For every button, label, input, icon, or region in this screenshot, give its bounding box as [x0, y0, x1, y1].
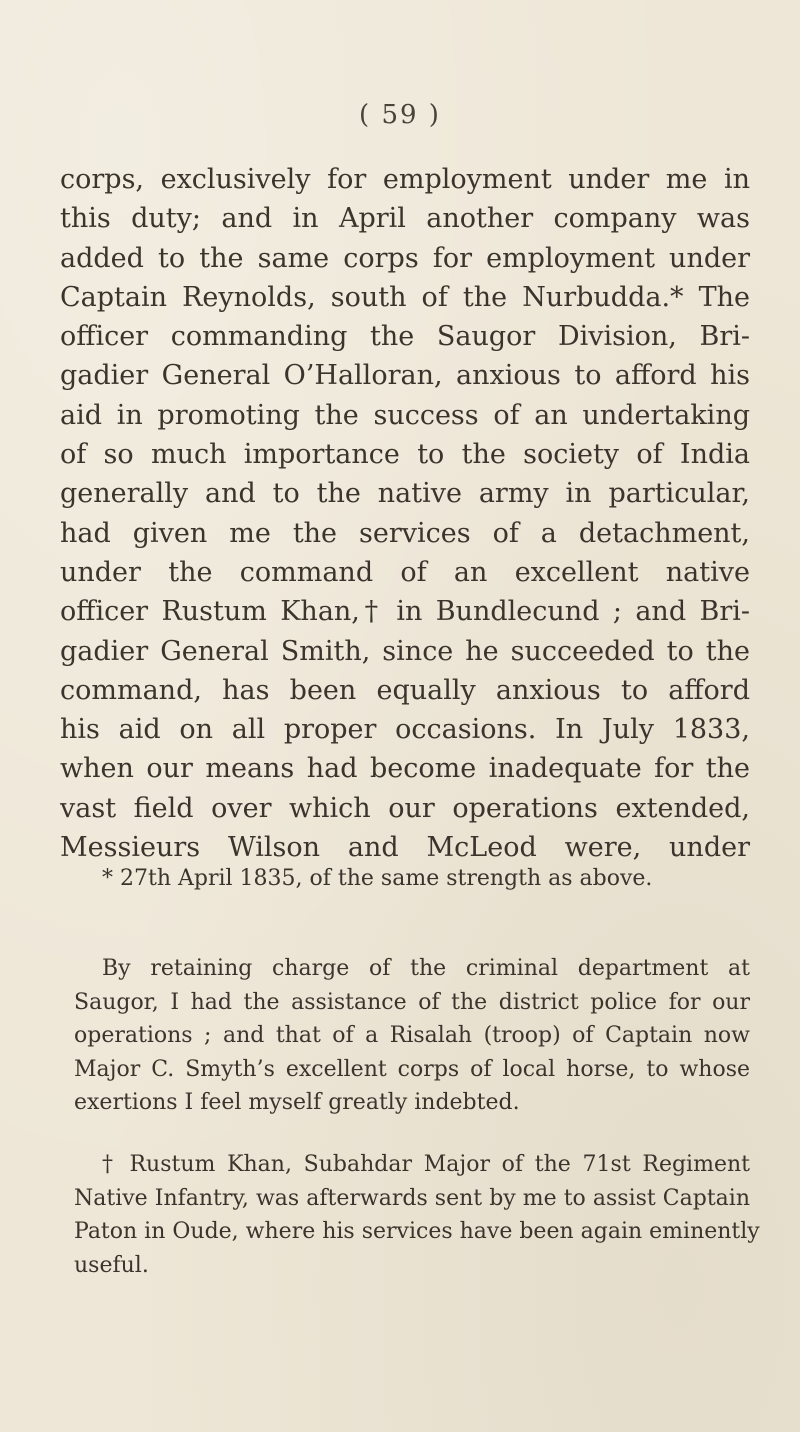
footnote-asterisk [74, 862, 750, 896]
footnote-line: By retaining charge of the criminal department at [102, 956, 750, 981]
text-line: had given me the services of a detachment, [60, 517, 750, 549]
text-line: command, has been equally anxious to afford [60, 674, 750, 706]
text-line: his aid on all proper occasions. In July 1833, [60, 714, 750, 746]
footnote-line: useful. [74, 1252, 149, 1278]
footnote-line: Paton in Oude, where his services have been again eminently [74, 1219, 760, 1244]
footnote-line: * 27th April 1835, of the same strength as above. [102, 866, 653, 891]
footnote-line: Major C. Smyth’s excellent corps of local horse, to whose [74, 1056, 750, 1082]
footnote-continuation [74, 952, 750, 1120]
footnote-line: Native Infantry, was afterwards sent by me to assist Captain [74, 1185, 750, 1211]
footnote-line: Saugor, I had the assistance of the district police for our [74, 989, 750, 1015]
text-line: officer Rustum Khan,† in Bundlecund ; and Bri- [60, 596, 750, 628]
page-number: ( 59 ) [359, 100, 441, 130]
footnote-line: exertions I feel myself greatly indebted. [74, 1090, 520, 1115]
text-line: aid in promoting the success of an undertaking [60, 399, 750, 431]
text-line: vast field over which our operations extended, [60, 792, 750, 824]
footnote-line: † Rustum Khan, Subahdar Major of the 71st Regiment [102, 1152, 750, 1177]
text-line: Messieurs Wilson and McLeod were, under [60, 832, 750, 864]
text-line: when our means had become inadequate for the [60, 753, 750, 785]
text-line: corps, exclusively for employment under me in [60, 164, 750, 195]
text-line: of so much importance to the society of India [60, 439, 750, 471]
text-line: gadier General O’Halloran, anxious to afford his [60, 360, 750, 392]
text-line: gadier General Smith, since he succeeded to the [60, 635, 750, 667]
text-line: officer commanding the Saugor Division, Bri- [60, 321, 750, 353]
text-line: Captain Reynolds, south of the Nurbudda.* The [60, 281, 750, 313]
text-line: under the command of an excellent native [60, 556, 750, 588]
main-text [60, 160, 750, 867]
text-line: added to the same corps for employment under [60, 242, 750, 274]
text-line: generally and to the native army in particular, [60, 478, 750, 510]
footnote-line: operations ; and that of a Risalah (troop) of Captain now [74, 1023, 750, 1048]
footnote-dagger [74, 1148, 760, 1282]
text-line: this duty; and in April another company was [60, 203, 750, 235]
